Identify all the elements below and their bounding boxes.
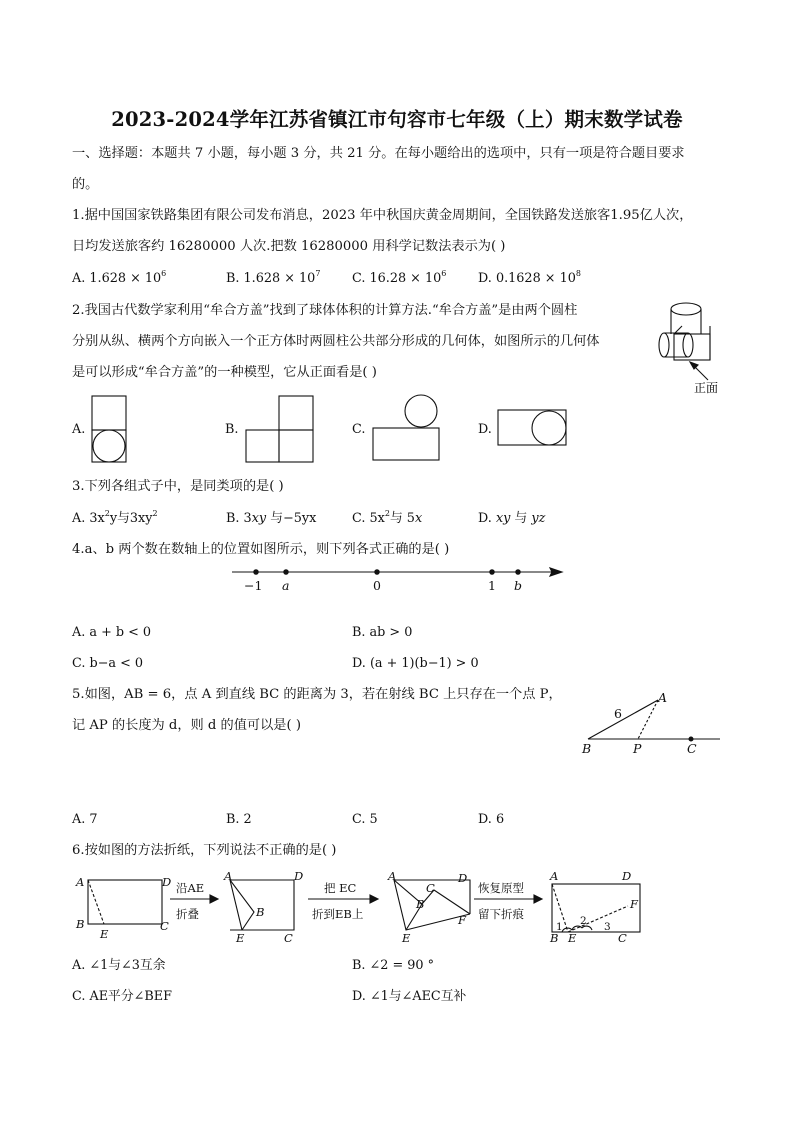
q2-option-c-figure[interactable] xyxy=(370,394,446,466)
q4-stem: 4.a、b 两个数在数轴上的位置如图所示，则下列各式正确的是( ) xyxy=(72,542,450,557)
svg-text:F: F xyxy=(458,913,466,927)
q2-stem-line3: 是可以形成“牟合方盖”的一种模型，它从正面看是( ) xyxy=(72,365,377,380)
q6-folding-figure xyxy=(72,868,652,948)
svg-text:B: B xyxy=(550,931,559,945)
q3-option-a[interactable]: A. $3x^2y$与$3xy^2$ xyxy=(72,509,158,526)
q4-option-d[interactable]: D. (a + 1)(b−1) > 0 xyxy=(352,656,479,671)
q2-stem-line1: 2.我国古代数学家利用“牟合方盖”找到了球体体积的计算方法.“牟合方盖”是由两个圆柱 xyxy=(72,303,578,318)
q5-stem-line1: 5.如图，AB = 6，点 A 到直线 BC 的距离为 3，若在射线 BC 上只存在一个点 P， xyxy=(72,687,562,702)
q3-option-b[interactable]: B. 3xy 与−5yx xyxy=(226,511,317,526)
q6-step3-top: 恢复原型 xyxy=(478,881,524,895)
q5-label-C: C xyxy=(687,741,697,756)
q5-label-A: A xyxy=(658,690,668,705)
q6-step1-top: 沿AE xyxy=(176,881,205,895)
q6-stem: 6.按如图的方法折纸，下列说法不正确的是( ) xyxy=(72,843,337,858)
q2-option-a-label[interactable]: A. xyxy=(72,422,86,437)
q2-stem-line2: 分别从纵、横两个方向嵌入一个正方体时两圆柱公共部分形成的几何体，如图所示的几何体 xyxy=(72,334,600,349)
svg-text:E: E xyxy=(100,927,109,941)
q3-stem: 3.下列各组式子中，是同类项的是( ) xyxy=(72,479,284,494)
q2-front-label: 正面 xyxy=(694,381,719,395)
svg-text:C: C xyxy=(160,919,169,933)
q6-option-c[interactable]: C. AE平分∠BEF xyxy=(72,989,172,1004)
q5-option-a[interactable]: A. 7 xyxy=(72,812,98,827)
q1-option-a[interactable]: A. $1.628 \times 10^6$ xyxy=(72,269,167,286)
q5-option-c[interactable]: C. 5 xyxy=(352,812,378,827)
svg-text:E: E xyxy=(402,931,411,945)
svg-text:A: A xyxy=(76,875,85,889)
q6-step1-bottom: 折叠 xyxy=(176,907,199,921)
q2-solid-figure xyxy=(650,298,730,398)
point-a xyxy=(284,570,288,574)
q3-option-c[interactable]: C. $5x^2$与 5x xyxy=(352,509,423,526)
q2-option-d-figure[interactable] xyxy=(496,408,572,450)
section-1-heading-line2: 的。 xyxy=(72,177,99,192)
q2-option-a-figure[interactable] xyxy=(90,394,130,466)
q4-option-c[interactable]: C. b−a < 0 xyxy=(72,656,144,671)
q5-label-B: B xyxy=(582,741,592,756)
svg-text:2: 2 xyxy=(580,915,587,927)
svg-text:B: B xyxy=(256,905,265,919)
point-b xyxy=(516,570,520,574)
q2-option-d-label[interactable]: D. xyxy=(478,422,492,437)
svg-text:A: A xyxy=(388,869,397,883)
q2-option-b-figure[interactable] xyxy=(244,394,320,466)
label-b: b xyxy=(514,578,523,593)
q4-number-line xyxy=(228,560,568,596)
label-1: 1 xyxy=(488,578,496,593)
section-1-heading-line1: 一、选择题：本题共 7 小题，每小题 3 分，共 21 分。在每小题给出的选项中，只有一项是符合题目要求 xyxy=(72,146,685,161)
page-title: 2023-2024学年江苏省镇江市句容市七年级（上）期末数学试卷 xyxy=(111,108,683,131)
q4-option-b[interactable]: B. ab > 0 xyxy=(352,625,413,640)
svg-text:A: A xyxy=(550,869,559,883)
svg-text:E: E xyxy=(236,931,245,945)
q6-step2-top: 把 EC xyxy=(324,881,357,895)
svg-text:D: D xyxy=(294,869,304,883)
label-a: a xyxy=(282,578,290,593)
svg-text:B: B xyxy=(76,917,85,931)
svg-text:E: E xyxy=(568,931,577,945)
tick-minus-1 xyxy=(254,570,258,574)
q5-option-d[interactable]: D. 6 xyxy=(478,812,505,827)
q5-option-b[interactable]: B. 2 xyxy=(226,812,252,827)
svg-text:1: 1 xyxy=(556,921,563,933)
label-0: 0 xyxy=(373,578,381,593)
svg-text:D: D xyxy=(458,871,468,885)
tick-1 xyxy=(490,570,494,574)
svg-text:C: C xyxy=(618,931,627,945)
svg-text:B: B xyxy=(416,897,425,911)
label-minus-1: −1 xyxy=(244,578,263,593)
svg-text:D: D xyxy=(162,875,172,889)
q6-option-d[interactable]: D. ∠1与∠AEC互补 xyxy=(352,989,467,1004)
q1-stem-line1: 1.据中国国家铁路集团有限公司发布消息，2023 年中秋国庆黄金周期间，全国铁路发送旅客1.95亿人次， xyxy=(72,208,693,223)
q4-option-a[interactable]: A. a + b < 0 xyxy=(72,625,152,640)
q6-option-b[interactable]: B. ∠2 = 90 ° xyxy=(352,958,435,973)
q2-option-c-label[interactable]: C. xyxy=(352,422,366,437)
svg-text:A: A xyxy=(224,869,233,883)
q5-label-P: P xyxy=(633,741,642,756)
svg-text:D: D xyxy=(622,869,632,883)
q6-option-a[interactable]: A. ∠1与∠3互余 xyxy=(72,958,166,973)
tick-0 xyxy=(375,570,379,574)
q1-option-b[interactable]: B. $1.628 \times 10^7$ xyxy=(226,269,321,286)
svg-text:C: C xyxy=(426,881,435,895)
q1-option-d[interactable]: D. $0.1628 \times 10^8$ xyxy=(478,269,581,286)
svg-text:C: C xyxy=(284,931,293,945)
svg-text:F: F xyxy=(630,897,638,911)
q1-stem-line2: 日均发送旅客约 16280000 人次.把数 16280000 用科学记数法表示为( ) xyxy=(72,239,506,254)
q5-label-length: 6 xyxy=(614,706,622,721)
svg-text:3: 3 xyxy=(604,921,611,933)
q6-step3-bottom: 留下折痕 xyxy=(478,907,524,921)
q5-figure xyxy=(578,686,726,758)
q3-option-d[interactable]: D. xy 与 yz xyxy=(478,511,546,526)
q5-stem-line2: 记 AP 的长度为 d，则 d 的值可以是( ) xyxy=(72,718,301,733)
q6-step2-bottom: 折到EB上 xyxy=(312,907,364,921)
q2-option-b-label[interactable]: B. xyxy=(225,422,239,437)
q1-option-c[interactable]: C. $16.28 \times 10^6$ xyxy=(352,269,447,286)
